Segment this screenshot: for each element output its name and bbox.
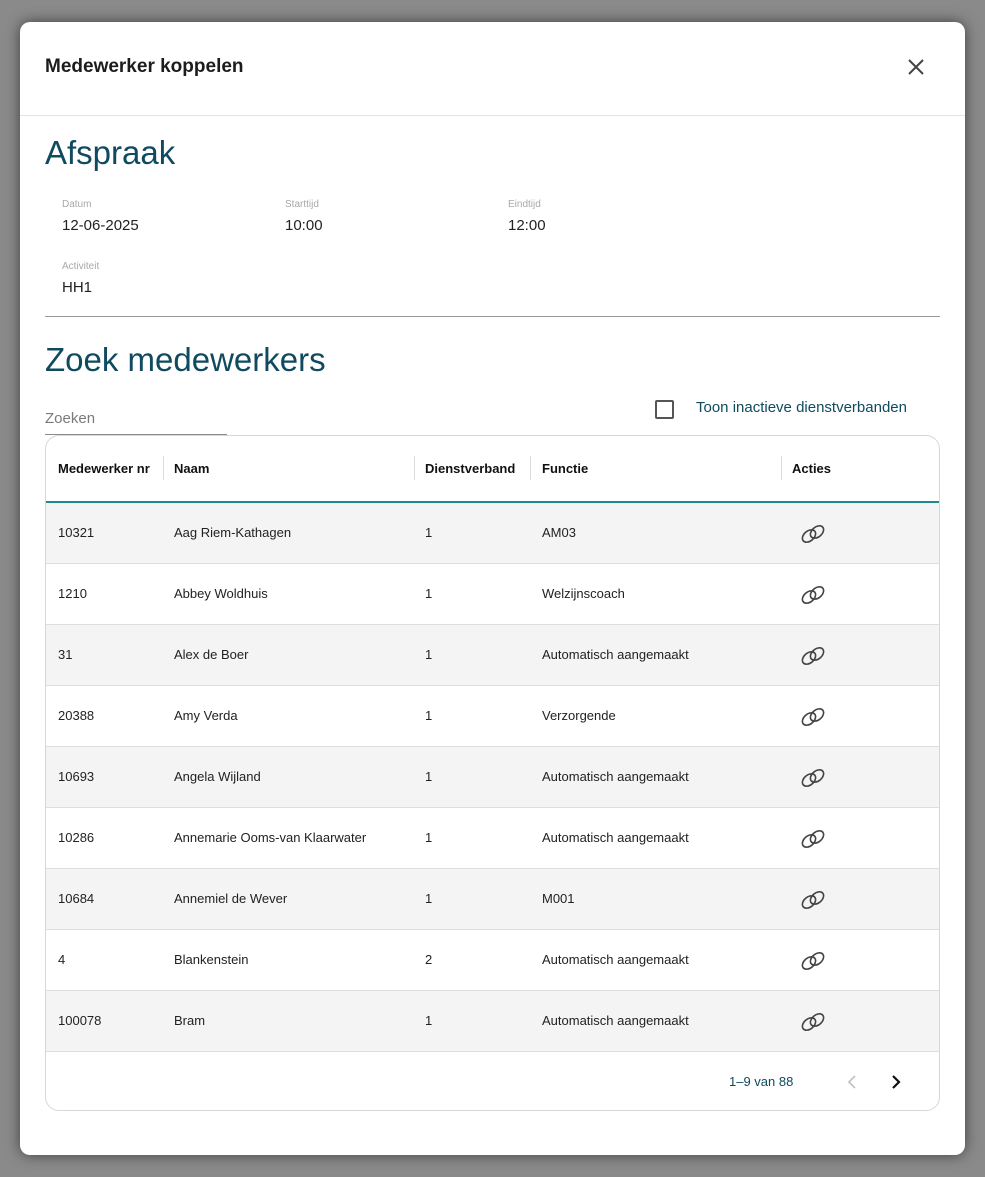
link-icon bbox=[798, 643, 828, 669]
link-employee-button[interactable] bbox=[798, 948, 828, 974]
cell-dienstverband: 1 bbox=[425, 708, 433, 723]
start-time-value: 10:00 bbox=[285, 217, 323, 234]
column-separator bbox=[781, 456, 782, 480]
cell-functie: M001 bbox=[542, 891, 575, 906]
table-row bbox=[46, 686, 939, 747]
cell-functie: Automatisch aangemaakt bbox=[542, 769, 689, 784]
cell-naam: Bram bbox=[174, 1013, 206, 1028]
activity-field bbox=[62, 261, 99, 296]
link-icon bbox=[798, 521, 828, 547]
date-value: 12-06-2025 bbox=[62, 217, 139, 234]
cell-functie: Verzorgende bbox=[542, 708, 616, 723]
cell-dienstverband: 1 bbox=[425, 647, 433, 662]
link-employee-button[interactable] bbox=[798, 765, 828, 791]
cell-dienstverband: 1 bbox=[425, 1013, 433, 1028]
table-body bbox=[46, 503, 939, 1052]
cell-naam: Aag Riem-Kathagen bbox=[174, 525, 292, 540]
search-input[interactable] bbox=[45, 403, 227, 433]
link-employee-button[interactable] bbox=[798, 521, 828, 547]
section-divider bbox=[45, 316, 940, 317]
activity-label: Activiteit bbox=[62, 261, 100, 272]
inactive-checkbox-label[interactable]: Toon inactieve dienstverbanden bbox=[696, 399, 907, 416]
cell-dienstverband: 1 bbox=[425, 586, 433, 601]
table-row bbox=[46, 564, 939, 625]
column-header-acties: Acties bbox=[792, 461, 832, 476]
link-icon bbox=[798, 948, 828, 974]
chevron-right-icon bbox=[884, 1070, 908, 1094]
activity-value: HH1 bbox=[62, 279, 93, 296]
cell-naam: Blankenstein bbox=[174, 952, 249, 967]
cell-functie: Automatisch aangemaakt bbox=[542, 952, 689, 967]
table-row bbox=[46, 869, 939, 930]
search-field bbox=[45, 403, 227, 435]
cell-dienstverband: 2 bbox=[425, 952, 433, 967]
column-header-dienstverband[interactable]: Dienstverband bbox=[425, 461, 516, 476]
cell-functie: Automatisch aangemaakt bbox=[542, 647, 689, 662]
end-time-label: Eindtijd bbox=[508, 199, 541, 210]
column-header-functie[interactable]: Functie bbox=[542, 461, 589, 476]
cell-functie: AM03 bbox=[542, 525, 576, 540]
cell-nr: 10286 bbox=[58, 830, 95, 845]
table-row bbox=[46, 808, 939, 869]
column-header-naam[interactable]: Naam bbox=[174, 461, 210, 476]
cell-nr: 31 bbox=[58, 647, 73, 662]
table-header bbox=[46, 436, 939, 503]
paginator bbox=[46, 1052, 939, 1111]
paginator-range: 1–9 van 88 bbox=[729, 1074, 794, 1089]
cell-nr: 100078 bbox=[58, 1013, 102, 1028]
link-icon bbox=[798, 704, 828, 730]
close-icon bbox=[903, 54, 929, 80]
column-separator bbox=[414, 456, 415, 480]
link-icon bbox=[798, 582, 828, 608]
table-row bbox=[46, 991, 939, 1052]
cell-functie: Automatisch aangemaakt bbox=[542, 830, 689, 845]
chevron-left-icon bbox=[841, 1070, 865, 1094]
cell-naam: Abbey Woldhuis bbox=[174, 586, 268, 601]
link-employee-button[interactable] bbox=[798, 826, 828, 852]
date-label: Datum bbox=[62, 199, 92, 210]
dialog-header bbox=[20, 22, 965, 116]
inactive-checkbox[interactable] bbox=[655, 400, 674, 419]
cell-dienstverband: 1 bbox=[425, 830, 433, 845]
link-employee-button[interactable] bbox=[798, 582, 828, 608]
cell-naam: Angela Wijland bbox=[174, 769, 261, 784]
end-time-field bbox=[508, 199, 546, 234]
cell-dienstverband: 1 bbox=[425, 891, 433, 906]
cell-nr: 1210 bbox=[58, 586, 87, 601]
appointment-title: Afspraak bbox=[45, 134, 176, 171]
dialog-title: Medewerker koppelen bbox=[45, 56, 244, 77]
employee-table bbox=[45, 435, 940, 1111]
close-button[interactable] bbox=[903, 54, 929, 80]
cell-nr: 4 bbox=[58, 952, 66, 967]
start-time-field bbox=[285, 199, 323, 234]
cell-dienstverband: 1 bbox=[425, 525, 433, 540]
start-time-label: Starttijd bbox=[285, 199, 319, 210]
link-icon bbox=[798, 887, 828, 913]
cell-functie: Automatisch aangemaakt bbox=[542, 1013, 689, 1028]
cell-dienstverband: 1 bbox=[425, 769, 433, 784]
cell-naam: Alex de Boer bbox=[174, 647, 249, 662]
next-page-button[interactable] bbox=[884, 1070, 908, 1094]
link-icon bbox=[798, 826, 828, 852]
date-field bbox=[62, 199, 139, 234]
table-row bbox=[46, 747, 939, 808]
link-employee-button[interactable] bbox=[798, 643, 828, 669]
column-separator bbox=[163, 456, 164, 480]
dialog bbox=[20, 22, 965, 1155]
link-icon bbox=[798, 1009, 828, 1035]
cell-nr: 10321 bbox=[58, 525, 95, 540]
previous-page-button[interactable] bbox=[841, 1070, 865, 1094]
end-time-value: 12:00 bbox=[508, 217, 546, 234]
cell-naam: Annemarie Ooms-van Klaarwater bbox=[174, 830, 367, 845]
link-icon bbox=[798, 765, 828, 791]
cell-nr: 10684 bbox=[58, 891, 95, 906]
table-row bbox=[46, 503, 939, 564]
cell-functie: Welzijnscoach bbox=[542, 586, 625, 601]
cell-naam: Annemiel de Wever bbox=[174, 891, 288, 906]
cell-naam: Amy Verda bbox=[174, 708, 238, 723]
cell-nr: 10693 bbox=[58, 769, 95, 784]
link-employee-button[interactable] bbox=[798, 704, 828, 730]
column-separator bbox=[530, 456, 531, 480]
table-row bbox=[46, 930, 939, 991]
cell-nr: 20388 bbox=[58, 708, 95, 723]
link-employee-button[interactable] bbox=[798, 1009, 828, 1035]
link-employee-button[interactable] bbox=[798, 887, 828, 913]
search-title: Zoek medewerkers bbox=[45, 341, 326, 378]
table-row bbox=[46, 625, 939, 686]
column-header-nr[interactable]: Medewerker nr bbox=[58, 461, 150, 476]
